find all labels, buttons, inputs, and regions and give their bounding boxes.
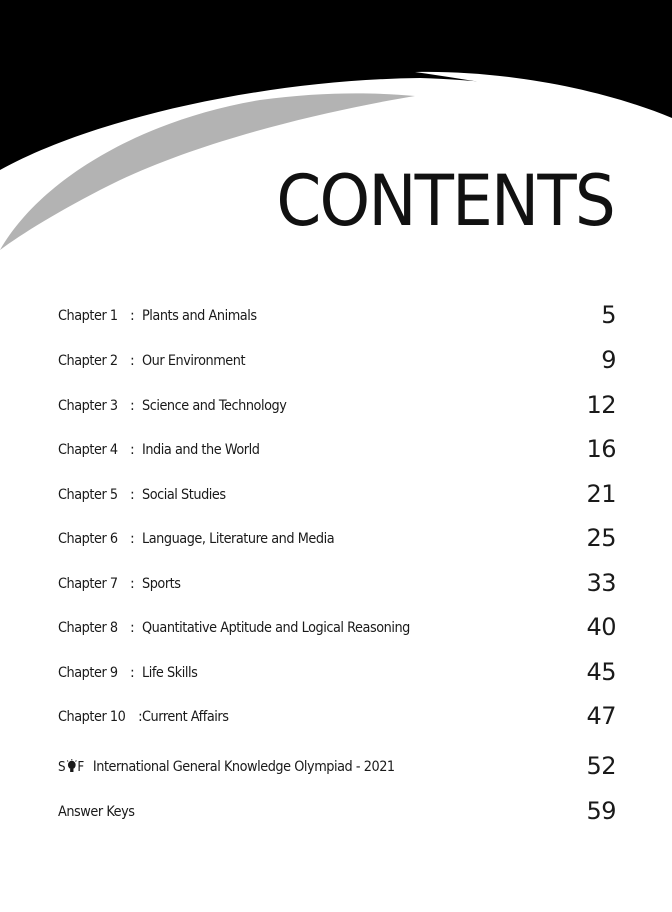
olympiad-title: International General Knowledge Olympiad - 2021 [92,759,395,775]
chapter-separator: : [130,353,135,369]
chapter-page-number: 33 [586,569,616,597]
svg-text:S: S [58,759,66,773]
chapter-page-number: 12 [586,391,616,419]
chapter-title: India and the World [142,442,260,458]
toc-row-olympiad[interactable] [58,741,616,781]
olympiad-page-number: 52 [586,752,616,780]
page-title: CONTENTS [276,160,614,242]
chapter-title: Science and Technology [142,398,287,414]
chapter-title: Language, Literature and Media [142,531,335,547]
toc-row-chapter-2[interactable] [58,335,616,375]
chapter-page-number: 25 [586,524,616,552]
chapter-title: Quantitative Aptitude and Logical Reasoning [142,620,410,636]
chapter-separator: : [130,531,135,547]
chapter-title: Life Skills [142,665,198,681]
chapter-label: Chapter 7 [58,576,118,592]
chapter-label: Chapter 9 [58,665,118,681]
chapter-page-number: 40 [586,613,616,641]
chapter-title: Our Environment [142,353,246,369]
chapter-separator: : [130,442,135,458]
chapter-label: Chapter 1 [58,308,118,324]
toc-row-chapter-9[interactable] [58,647,616,687]
chapter-separator: : [138,709,143,725]
chapter-page-number: 47 [586,702,616,730]
toc-row-chapter-5[interactable] [58,469,616,509]
chapter-label: Chapter 8 [58,620,118,636]
chapter-separator: : [130,398,135,414]
chapter-separator: : [130,487,135,503]
chapter-title: Sports [142,576,181,592]
toc-row-chapter-3[interactable] [58,380,616,420]
chapter-title: Social Studies [142,487,226,503]
toc-row-chapter-8[interactable] [58,602,616,642]
chapter-page-number: 16 [586,435,616,463]
toc-row-chapter-4[interactable] [58,424,616,464]
chapter-page-number: 5 [601,301,616,329]
toc-row-chapter-1[interactable] [58,290,616,330]
svg-text:F: F [77,759,84,773]
chapter-label: Chapter 10 [58,709,126,725]
black-band-shape [0,0,672,170]
chapter-label: Chapter 2 [58,353,118,369]
toc-row-chapter-7[interactable] [58,558,616,598]
sof-logo-icon [58,759,89,773]
chapter-page-number: 9 [601,346,616,374]
chapter-title: Current Affairs [142,709,229,725]
chapter-page-number: 21 [586,480,616,508]
toc-row-chapter-6[interactable] [58,513,616,553]
chapter-separator: : [130,665,135,681]
olympiad-entry [58,759,395,775]
chapter-label: Chapter 5 [58,487,118,503]
chapter-label: Chapter 3 [58,398,118,414]
answer-keys-page-number: 59 [586,797,616,825]
answer-keys-title: Answer Keys [58,804,135,820]
toc-row-chapter-10[interactable] [58,691,616,731]
chapter-separator: : [130,620,135,636]
chapter-separator: : [130,576,135,592]
chapter-page-number: 45 [586,658,616,686]
chapter-label: Chapter 6 [58,531,118,547]
chapter-separator: : [130,308,135,324]
chapter-label: Chapter 4 [58,442,118,458]
toc-row-answer-keys[interactable] [58,786,616,826]
chapter-title: Plants and Animals [142,308,257,324]
